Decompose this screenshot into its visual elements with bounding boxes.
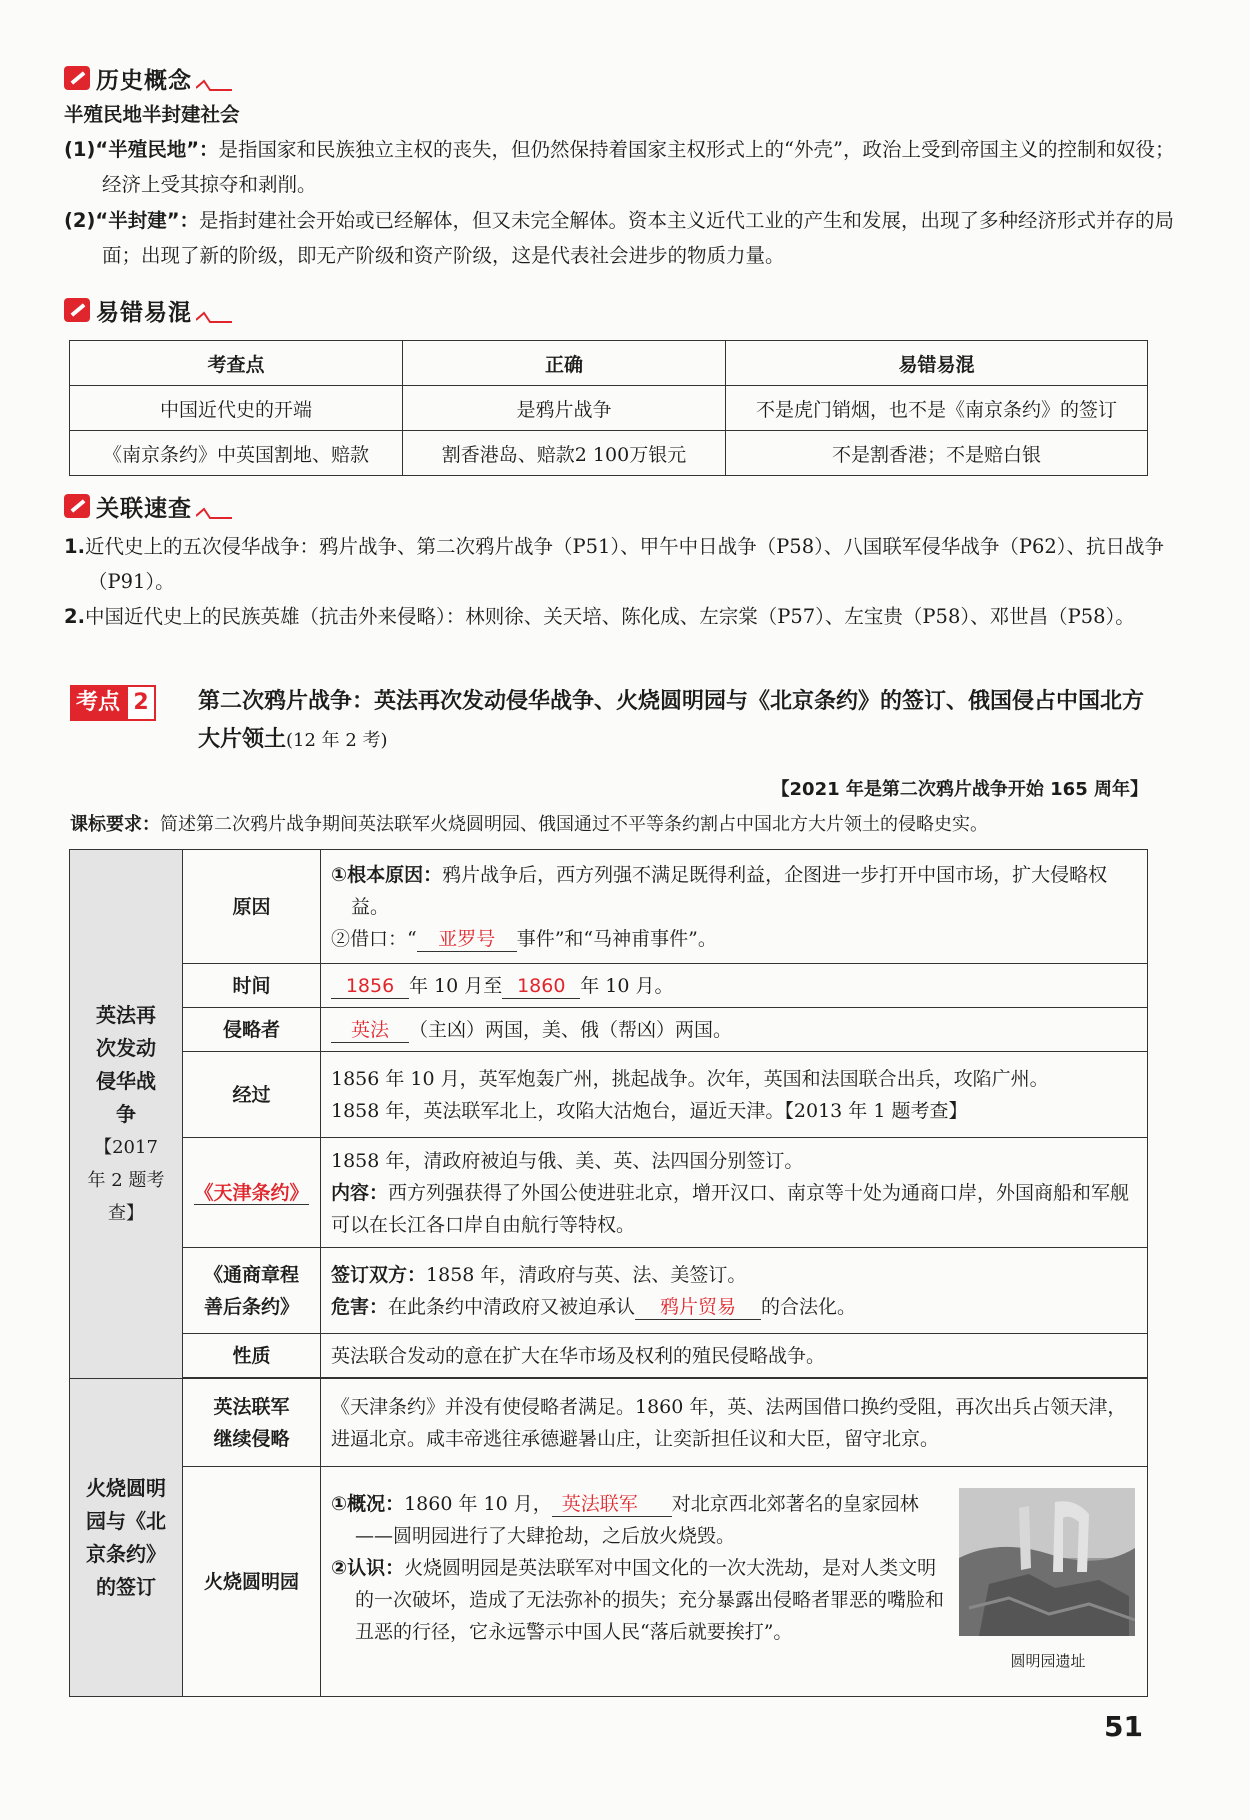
table-header-row	[70, 341, 1148, 386]
burn-cell	[321, 1467, 1148, 1697]
concept-text-1: 是指国家和民族独立主权的丧失，但仍然保持着国家主权形式上的“外壳”，政治上受到帝国主义的控制和奴役；经济上受其掠夺和剥削。	[102, 138, 1175, 196]
nature-text: 英法联合发动的意在扩大在华市场及权利的殖民侵略战争。	[321, 1334, 1148, 1378]
row-label: 原因	[183, 850, 321, 964]
continue-text: 《天津条约》并没有使侵略者满足。1860 年，英、法两国借口换约受阻，再次出兵占领天津，进逼北京。咸丰帝逃往承德避暑山庄，让奕訢担任议和大臣，留守北京。	[321, 1379, 1148, 1467]
cause-2	[331, 923, 1137, 955]
tongshang-cell	[321, 1248, 1148, 1334]
table-row	[70, 1008, 1148, 1052]
process-line: 1856 年 10 月，英军炮轰广州，挑起战争。次年，英国和法国联合出兵，攻陷广州。	[331, 1067, 1049, 1090]
section-heading-mistakes	[64, 292, 232, 328]
time-cell	[321, 964, 1148, 1008]
term-title: 半殖民地半封建社会	[64, 103, 240, 126]
concept-paragraph-2	[64, 203, 1182, 273]
wave-decoration-icon	[196, 506, 232, 520]
table-cell: 《南京条约》中英国割地、赔款	[70, 431, 403, 476]
column-header: 易错易混	[726, 341, 1148, 386]
concept-label-1: (1)“半殖民地”：	[64, 138, 219, 161]
answer-blank: 1860	[502, 974, 580, 999]
column-header: 考查点	[70, 341, 403, 386]
row-label: 侵略者	[183, 1008, 321, 1052]
kaodian-title-text: 第二次鸦片战争：英法再次发动侵华战争、火烧圆明园与《北京条约》的签订、俄国侵占中国北方大片领土	[198, 689, 1145, 752]
table-cell: 不是虎门销烟，也不是《南京条约》的签订	[726, 386, 1148, 431]
content-label: 内容：	[331, 1181, 389, 1204]
understanding-text: 火烧圆明园是英法联军对中国文化的一次大洗劫，是对人类文明的一次破坏，造成了无法弥补的损失；充分暴露出侵略者罪恶的嘴脸和丑恶的行径，它永远警示中国人民“落后就要挨打”。	[355, 1556, 945, 1643]
concept-text-2: 是指封建社会开始或已经解体，但又未完全解体。资本主义近代工业的产生和发展，出现了多种经济形式并存的局面；出现了新的阶级，即无产阶级和资产阶级，这是代表社会进步的物质力量。	[102, 209, 1175, 267]
tianjin-cell	[321, 1138, 1148, 1248]
ruins-photo-box	[959, 1488, 1137, 1676]
wave-decoration-icon	[196, 78, 232, 92]
heading-text: 易错易混	[96, 299, 192, 326]
kaodian-number: 2	[126, 685, 156, 721]
item-number: 1.	[64, 535, 85, 558]
curriculum-standard	[70, 810, 1160, 840]
process-cell	[321, 1052, 1148, 1138]
table-row	[70, 1379, 1148, 1467]
tongshang-line-2	[331, 1291, 1137, 1323]
table-row	[70, 1467, 1148, 1697]
row-label: 性质	[183, 1334, 321, 1378]
group-title: 英法再次发动侵华战争	[96, 1002, 156, 1126]
history-table	[69, 849, 1148, 1697]
kaodian-badge	[70, 685, 156, 721]
tongshang-line-1	[331, 1259, 1137, 1291]
cause-1-text: 鸦片战争后，西方列强不满足既得利益，企图进一步打开中国市场，扩大侵略权益。	[351, 863, 1108, 918]
section-heading-concepts	[64, 60, 232, 96]
kaodian-label: 考点	[70, 685, 126, 721]
table-row	[70, 1248, 1148, 1334]
page-number: 51	[1104, 1710, 1143, 1743]
harm-prefix: 在此条约中清政府又被迫承认	[388, 1295, 636, 1318]
pen-icon	[64, 66, 90, 90]
process-line: 1858 年，英法联军北上，攻陷大沽炮台，逼近天津。【2013 年 1 题考查】	[331, 1099, 968, 1122]
overview-suffix: 对北京西北郊著名的皇家园林——圆明园进行了大肆抢劫，之后放火烧毁。	[355, 1492, 919, 1547]
item-number: 2.	[64, 605, 85, 628]
harm-suffix: 的合法化。	[761, 1295, 857, 1318]
table-row	[70, 431, 1148, 476]
harm-label: 危害：	[331, 1295, 389, 1318]
continue-label: 英法联军继续侵略	[213, 1395, 290, 1450]
answer-blank: 亚罗号	[417, 927, 517, 952]
row-label	[183, 1248, 321, 1334]
row-label: 火烧圆明园	[183, 1467, 321, 1697]
item-text: 中国近代史上的民族英雄（抗击外来侵略）：林则徐、关天培、陈化成、左宗棠（P57）、左宝贵（P58）、邓世昌（P58）。	[84, 605, 1135, 628]
table-row	[70, 964, 1148, 1008]
signers-label: 签订双方：	[331, 1263, 427, 1286]
cause-2-suffix: 事件”和“马神甫事件”。	[516, 927, 717, 950]
yuanmingyuan-ruins-photo	[959, 1488, 1135, 1636]
time-middle: 年 10 月至	[409, 974, 503, 997]
overview-prefix: 1860 年 10 月，	[404, 1492, 552, 1515]
photo-caption: 圆明园遗址	[1010, 1651, 1086, 1670]
pen-icon	[64, 298, 90, 322]
answer-blank: 1856	[331, 974, 409, 999]
burn-text	[331, 1488, 949, 1676]
heading-text: 历史概念	[96, 67, 192, 94]
cause-1-label: ①根本原因：	[331, 863, 443, 886]
overview-label: ①概况：	[331, 1492, 405, 1515]
table-row	[70, 386, 1148, 431]
section-heading-related	[64, 488, 232, 524]
pen-icon	[64, 494, 90, 518]
cause-cell	[321, 850, 1148, 964]
table-row	[70, 1138, 1148, 1248]
time-end: 年 10 月。	[580, 974, 674, 997]
heading-text: 关联速查	[96, 495, 192, 522]
content-text: 西方列强获得了外国公使进驻北京，增开汉口、南京等十处为通商口岸，外国商船和军舰可以在长江各口岸自由航行等特权。	[331, 1181, 1130, 1236]
table-row	[70, 850, 1148, 964]
item-text: 近代史上的五次侵华战争：鸦片战争、第二次鸦片战争（P51）、甲午中日战争（P58）、八国联军侵华战争（P62）、抗日战争（P91）。	[84, 535, 1165, 593]
group-title: 火烧圆明园与《北京条约》的签订	[86, 1475, 166, 1599]
invader-cell	[321, 1008, 1148, 1052]
invader-text: （主凶）两国，美、俄（帮凶）两国。	[409, 1018, 733, 1041]
table-cell: 中国近代史的开端	[70, 386, 403, 431]
table-cell: 不是割香港；不是赔白银	[726, 431, 1148, 476]
row-label	[183, 1379, 321, 1467]
tianjin-line-2	[331, 1177, 1137, 1241]
mistakes-table	[69, 340, 1148, 476]
kaodian-note: (12 年 2 考)	[286, 730, 388, 751]
row-label: 经过	[183, 1052, 321, 1138]
signers-text: 1858 年，清政府与英、法、美签订。	[426, 1263, 747, 1286]
group-note: 【2017 年 2 题考查】	[87, 1136, 165, 1224]
understanding-label: ②认识：	[331, 1556, 405, 1579]
group-cell-1	[70, 850, 183, 1379]
related-item-2	[64, 599, 1173, 634]
wave-decoration-icon	[196, 310, 232, 324]
answer-blank: 英法	[331, 1018, 409, 1043]
standard-text: 简述第二次鸦片战争期间英法联军火烧圆明园、俄国通过不平等条约割占中国北方大片领土的侵略史实。	[160, 814, 988, 835]
table-row	[70, 1052, 1148, 1138]
row-label: 时间	[183, 964, 321, 1008]
table-cell: 是鸦片战争	[403, 386, 726, 431]
cause-1	[331, 859, 1137, 923]
related-item-1	[64, 529, 1173, 599]
anniversary-note: 【2021 年是第二次鸦片战争开始 165 周年】	[771, 779, 1148, 800]
answer-blank: 鸦片贸易	[635, 1295, 761, 1320]
tianjin-line-1: 1858 年，清政府被迫与俄、美、英、法四国分别签订。	[331, 1149, 804, 1172]
row-label	[183, 1138, 321, 1248]
cause-2-prefix: ②借口：“	[331, 927, 417, 950]
group-cell-2	[70, 1379, 183, 1697]
treaty-label: 《通商章程善后条约》	[203, 1263, 299, 1318]
table-cell: 割香港岛、赔款2 100万银元	[403, 431, 726, 476]
concept-label-2: (2)“半封建”：	[64, 209, 200, 232]
table-row	[70, 1334, 1148, 1378]
concept-paragraph-1	[64, 132, 1182, 202]
burn-line-1	[331, 1488, 947, 1552]
treaty-title-blank: 《天津条约》	[194, 1181, 309, 1204]
burn-line-2	[331, 1552, 947, 1648]
answer-blank: 英法联军	[552, 1492, 672, 1517]
column-header: 正确	[403, 341, 726, 386]
kaodian-title	[198, 683, 1150, 760]
standard-label: 课标要求：	[70, 814, 160, 835]
